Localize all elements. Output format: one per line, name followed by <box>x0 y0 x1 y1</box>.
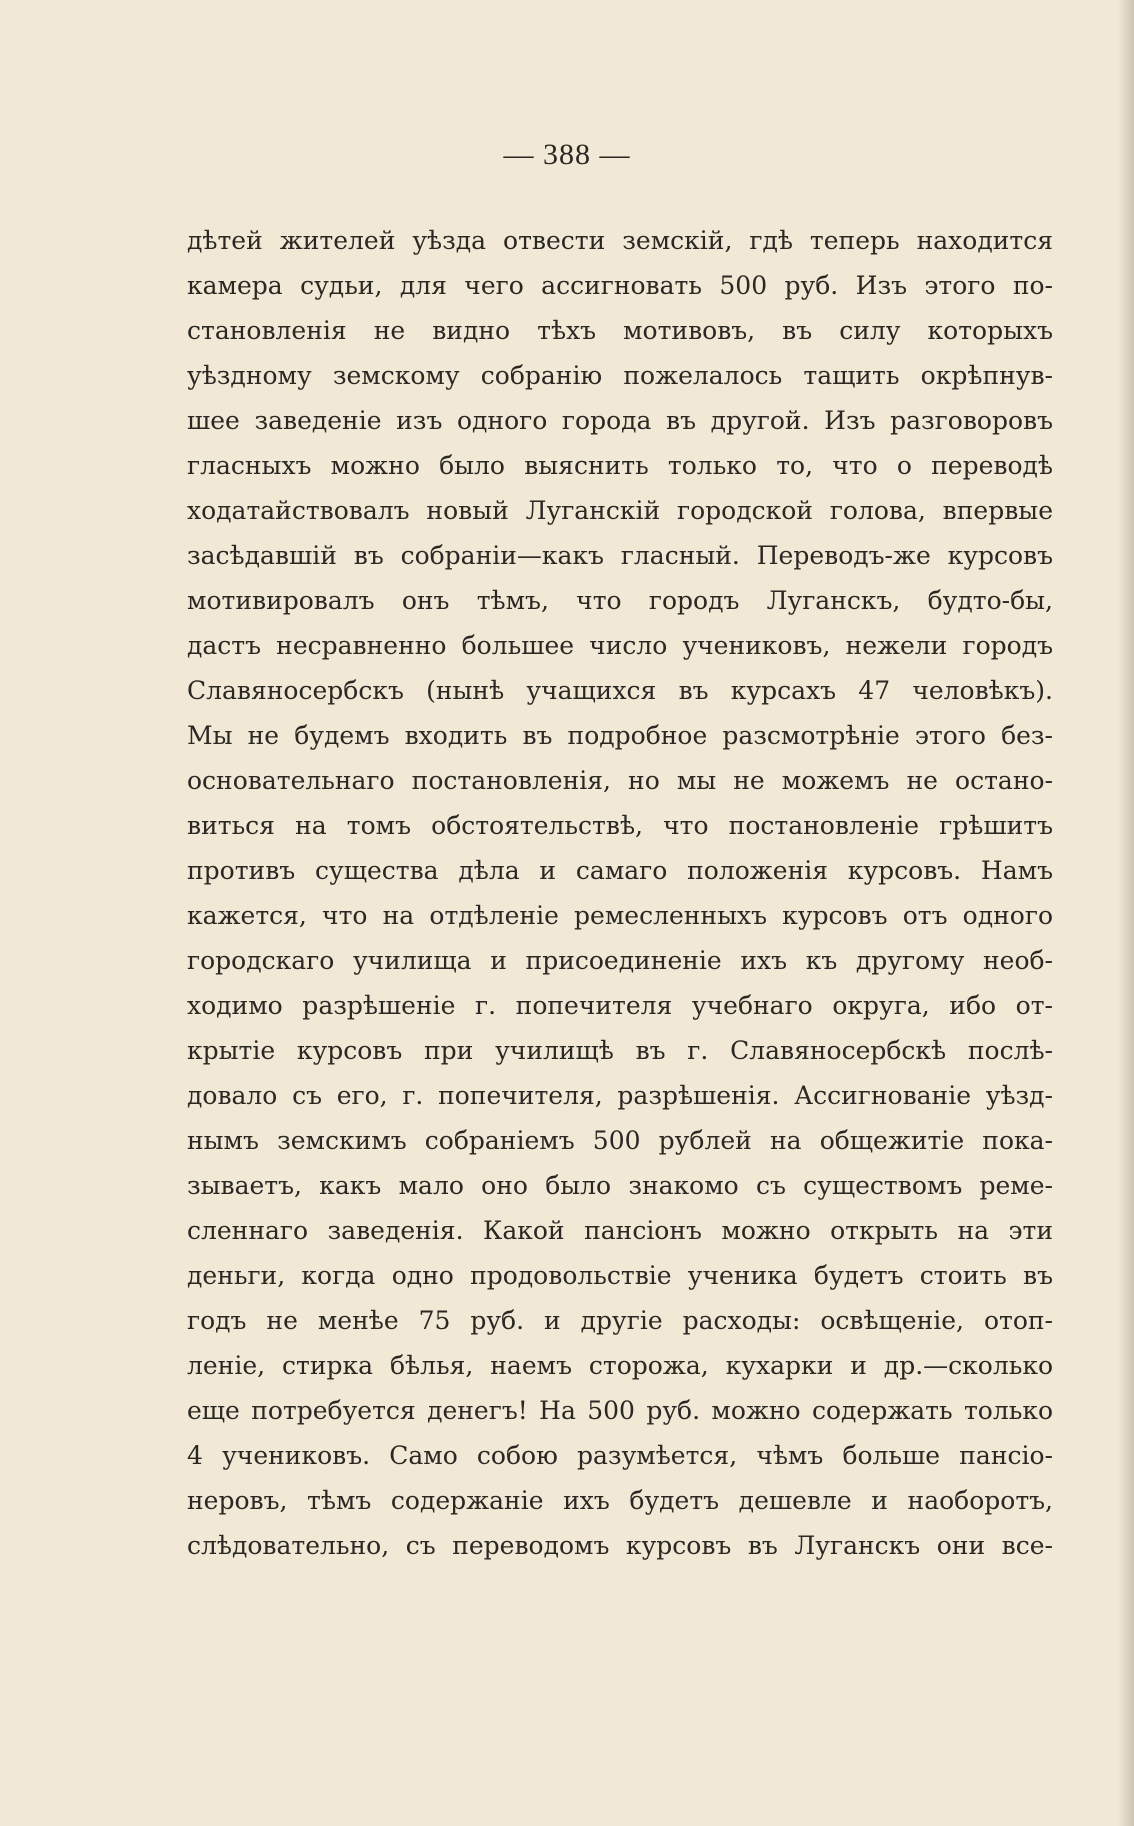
text-line: противъ существа дѣла и самаго положенія курсовъ. Намъ <box>187 856 1053 885</box>
text-line: дастъ несравненно большее число учениковъ, нежели городъ <box>187 631 1053 660</box>
text-line: ходатайствовалъ новый Луганскій городской голова, впервые <box>187 496 1053 525</box>
text-line: крытіе курсовъ при училищѣ въ г. Славяносербскѣ послѣ- <box>187 1036 1053 1065</box>
text-line: 4 учениковъ. Само собою разумѣется, чѣмъ больше пансіо- <box>187 1441 1053 1470</box>
text-line: кажется, что на отдѣленіе ремесленныхъ курсовъ отъ одного <box>187 901 1053 930</box>
text-line: городскаго училища и присоединеніе ихъ къ другому необ- <box>187 946 1053 975</box>
text-line: гласныхъ можно было выяснить только то, что о переводѣ <box>187 451 1053 480</box>
text-line: нымъ земскимъ собраніемъ 500 рублей на общежитіе пока- <box>187 1126 1053 1155</box>
text-line: сленнаго заведенія. Какой пансіонъ можно открыть на эти <box>187 1216 1053 1245</box>
text-line: годъ не менѣе 75 руб. и другіе расходы: освѣщеніе, отоп- <box>187 1306 1053 1335</box>
text-line: Славяносербскъ (нынѣ учащихся въ курсахъ 47 человѣкъ). <box>187 676 1053 705</box>
text-line: виться на томъ обстоятельствѣ, что постановленіе грѣшитъ <box>187 811 1053 840</box>
text-line: дѣтей жителей уѣзда отвести земскій, гдѣ теперь находится <box>187 226 1053 255</box>
text-line: зываетъ, какъ мало оно было знакомо съ существомъ реме- <box>187 1171 1053 1200</box>
text-line: леніе, стирка бѣлья, наемъ сторожа, кухарки и др.—сколько <box>187 1351 1053 1380</box>
text-line: шее заведеніе изъ одного города въ другой. Изъ разговоровъ <box>187 406 1053 435</box>
text-line: слѣдовательно, съ переводомъ курсовъ въ Луганскъ они все- <box>187 1531 1053 1560</box>
page-edge-shadow <box>1118 0 1134 1826</box>
text-line: засѣдавшій въ собраніи—какъ гласный. Переводъ-же курсовъ <box>187 541 1053 570</box>
text-line: довало съ его, г. попечителя, разрѣшенія. Ассигнованіе уѣзд- <box>187 1081 1053 1110</box>
text-line: ходимо разрѣшеніе г. попечителя учебнаго округа, ибо от- <box>187 991 1053 1020</box>
text-line: деньги, когда одно продовольствіе ученика будетъ стоить въ <box>187 1261 1053 1290</box>
text-line: Мы не будемъ входить въ подробное разсмотрѣніе этого без- <box>187 721 1053 750</box>
text-line: неровъ, тѣмъ содержаніе ихъ будетъ дешевле и наоборотъ, <box>187 1486 1053 1515</box>
text-line: уѣздному земскому собранію пожелалось тащить окрѣпнув- <box>187 361 1053 390</box>
text-line: становленія не видно тѣхъ мотивовъ, въ силу которыхъ <box>187 316 1053 345</box>
text-line: еще потребуется денегъ! На 500 руб. можно содержать только <box>187 1396 1053 1425</box>
body-text <box>187 218 1053 1568</box>
text-line: камера судьи, для чего ассигновать 500 руб. Изъ этого по- <box>187 271 1053 300</box>
page-number: — 388 — <box>503 138 631 171</box>
text-line: основательнаго постановленія, но мы не можемъ не остано- <box>187 766 1053 795</box>
text-line: мотивировалъ онъ тѣмъ, что городъ Луганскъ, будто-бы, <box>187 586 1053 615</box>
